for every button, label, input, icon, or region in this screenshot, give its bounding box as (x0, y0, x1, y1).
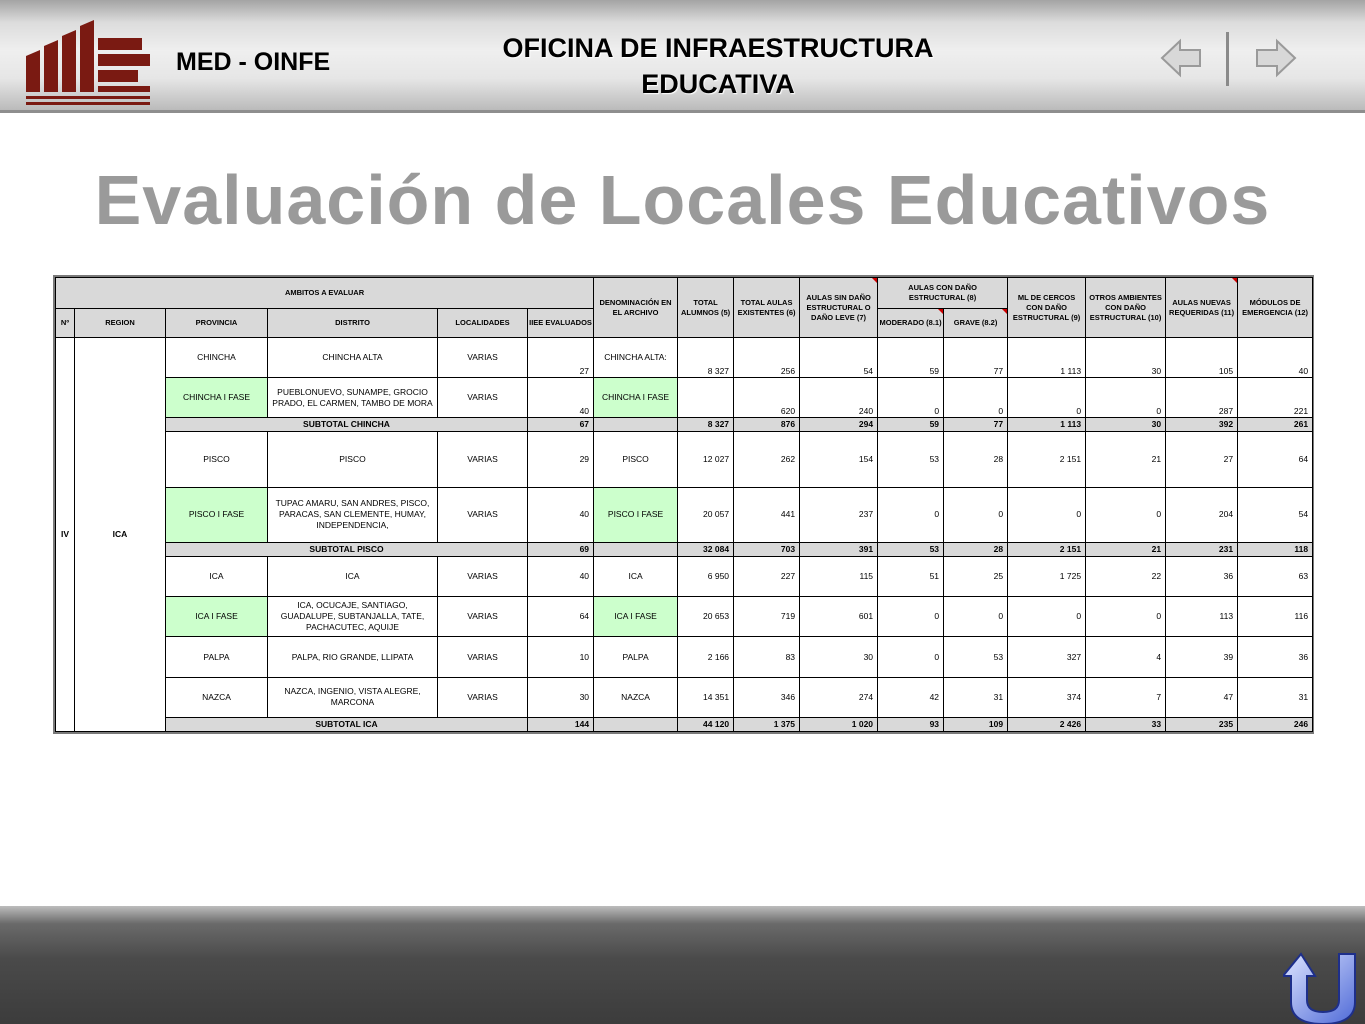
footer-bar (0, 906, 1365, 1024)
cell-region: ICA (75, 338, 166, 732)
cell-distrito: PISCO (268, 432, 438, 487)
cell-distrito: ICA, OCUCAJE, SANTIAGO, GUADALUPE, SUBTANJALLA, TATE, PACHACUTEC, AQUIJE (268, 597, 438, 637)
cell-otros: 21 (1086, 432, 1166, 487)
header-otros-ambientes: OTROS AMBIENTES CON DAÑO ESTRUCTURAL (10) (1086, 278, 1166, 338)
cell-otros: 0 (1086, 378, 1166, 418)
cell-aulas: 256 (734, 338, 800, 378)
table-row (56, 487, 1313, 542)
cell-distrito: CHINCHA ALTA (268, 338, 438, 378)
subtotal-grave: 109 (944, 717, 1008, 731)
subtotal-sin-dano: 391 (800, 543, 878, 557)
cell-provincia: CHINCHA I FASE (166, 378, 268, 418)
cell-iiee: 40 (528, 378, 594, 418)
cell-grave: 28 (944, 432, 1008, 487)
evaluation-table-container (53, 275, 1314, 734)
table-row (56, 557, 1313, 597)
cell-otros: 0 (1086, 597, 1166, 637)
cell-denominacion: ICA I FASE (594, 597, 678, 637)
subtotal-alumnos: 32 084 (678, 543, 734, 557)
cell-modulos: 40 (1238, 338, 1313, 378)
cell-sin-dano: 601 (800, 597, 878, 637)
header-grave: GRAVE (8.2) (944, 309, 1008, 338)
cell-provincia: ICA (166, 557, 268, 597)
cell-sin-dano: 30 (800, 637, 878, 677)
cell-denominacion: PISCO I FASE (594, 487, 678, 542)
subtotal-aulas: 1 375 (734, 717, 800, 731)
subtotal-label: SUBTOTAL CHINCHA (166, 418, 528, 432)
table-row (56, 432, 1313, 487)
cell-aulas: 620 (734, 378, 800, 418)
cell-iiee: 27 (528, 338, 594, 378)
subtotal-ml: 2 151 (1008, 543, 1086, 557)
cell-denominacion: NAZCA (594, 677, 678, 717)
table-row (56, 378, 1313, 418)
cell-aulas: 227 (734, 557, 800, 597)
cell-ml: 0 (1008, 378, 1086, 418)
cell-denominacion: PALPA (594, 637, 678, 677)
cell-localidades: VARIAS (438, 487, 528, 542)
cell-grave: 0 (944, 378, 1008, 418)
header-provincia: PROVINCIA (166, 309, 268, 338)
header-ambitos: AMBITOS A EVALUAR (56, 278, 594, 309)
cell-nuevas: 287 (1166, 378, 1238, 418)
subtotal-aulas: 876 (734, 418, 800, 432)
cell-distrito: TUPAC AMARU, SAN ANDRES, PISCO, PARACAS, SAN CLEMENTE, HUMAY, INDEPENDENCIA, (268, 487, 438, 542)
cell-nuevas: 113 (1166, 597, 1238, 637)
cell-localidades: VARIAS (438, 557, 528, 597)
cell-nuevas: 105 (1166, 338, 1238, 378)
header-moderado: MODERADO (8.1) (878, 309, 944, 338)
subtotal-moderado: 93 (878, 717, 944, 731)
header-localidades: LOCALIDADES (438, 309, 528, 338)
cell-iiee: 30 (528, 677, 594, 717)
cell-denominacion: CHINCHA ALTA: (594, 338, 678, 378)
office-title-line1: OFICINA DE INFRAESTRUCTURA (502, 33, 934, 63)
cell-sin-dano: 115 (800, 557, 878, 597)
subtotal-moderado: 53 (878, 543, 944, 557)
cell-otros: 30 (1086, 338, 1166, 378)
cell-modulos: 36 (1238, 637, 1313, 677)
subtotal-alumnos: 8 327 (678, 418, 734, 432)
subtotal-sin-dano: 294 (800, 418, 878, 432)
subtotal-empty (594, 418, 678, 432)
cell-provincia: CHINCHA (166, 338, 268, 378)
header-modulos: MÓDULOS DE EMERGENCIA (12) (1238, 278, 1313, 338)
cell-localidades: VARIAS (438, 338, 528, 378)
subtotal-empty (594, 717, 678, 731)
cell-localidades: VARIAS (438, 378, 528, 418)
cell-denominacion: ICA (594, 557, 678, 597)
subtotal-ml: 1 113 (1008, 418, 1086, 432)
cell-denominacion: CHINCHA I FASE (594, 378, 678, 418)
subtotal-moderado: 59 (878, 418, 944, 432)
subtotal-modulos: 246 (1238, 717, 1313, 731)
subtotal-empty (594, 543, 678, 557)
subtotal-otros: 21 (1086, 543, 1166, 557)
cell-localidades: VARIAS (438, 597, 528, 637)
cell-alumnos: 6 950 (678, 557, 734, 597)
subtotal-sin-dano: 1 020 (800, 717, 878, 731)
header-ml-cercos: ML DE CERCOS CON DAÑO ESTRUCTURAL (9) (1008, 278, 1086, 338)
cell-alumnos: 20 057 (678, 487, 734, 542)
subtotal-otros: 33 (1086, 717, 1166, 731)
cell-nuevas: 39 (1166, 637, 1238, 677)
subtotal-grave: 28 (944, 543, 1008, 557)
header-total-aulas: TOTAL AULAS EXISTENTES (6) (734, 278, 800, 338)
subtotal-nuevas: 235 (1166, 717, 1238, 731)
cell-aulas: 83 (734, 637, 800, 677)
return-home-icon[interactable] (1283, 950, 1363, 1024)
cell-aulas: 262 (734, 432, 800, 487)
cell-distrito: ICA (268, 557, 438, 597)
cell-distrito: PALPA, RIO GRANDE, LLIPATA (268, 637, 438, 677)
header-iiee: IIEE EVALUADOS (528, 309, 594, 338)
cell-alumnos: 2 166 (678, 637, 734, 677)
cell-nuevas: 36 (1166, 557, 1238, 597)
cell-denominacion: PISCO (594, 432, 678, 487)
cell-otros: 22 (1086, 557, 1166, 597)
subtotal-otros: 30 (1086, 418, 1166, 432)
cell-distrito: NAZCA, INGENIO, VISTA ALEGRE, MARCONA (268, 677, 438, 717)
cell-alumnos: 12 027 (678, 432, 734, 487)
cell-provincia: ICA I FASE (166, 597, 268, 637)
cell-modulos: 64 (1238, 432, 1313, 487)
cell-sin-dano: 240 (800, 378, 878, 418)
office-title (440, 30, 996, 102)
subtotal-modulos: 261 (1238, 418, 1313, 432)
cell-moderado: 53 (878, 432, 944, 487)
cell-grave: 0 (944, 597, 1008, 637)
subtotal-aulas: 703 (734, 543, 800, 557)
cell-iiee: 40 (528, 557, 594, 597)
table-row (56, 637, 1313, 677)
cell-iiee: 10 (528, 637, 594, 677)
subtotal-iiee: 144 (528, 717, 594, 731)
subtotal-nuevas: 231 (1166, 543, 1238, 557)
cell-iiee: 64 (528, 597, 594, 637)
arrow-left-icon[interactable] (1160, 38, 1202, 78)
header-distrito: DISTRITO (268, 309, 438, 338)
subtotal-alumnos: 44 120 (678, 717, 734, 731)
cell-sin-dano: 54 (800, 338, 878, 378)
cell-sin-dano: 274 (800, 677, 878, 717)
cell-sin-dano: 154 (800, 432, 878, 487)
cell-modulos: 54 (1238, 487, 1313, 542)
cell-aulas: 346 (734, 677, 800, 717)
ministry-logo-icon (22, 16, 154, 108)
header-denominacion: DENOMINACIÓN EN EL ARCHIVO (594, 278, 678, 338)
cell-sin-dano: 237 (800, 487, 878, 542)
table-row (56, 677, 1313, 717)
cell-nuevas: 27 (1166, 432, 1238, 487)
table-row (56, 597, 1313, 637)
header-aulas-nuevas: AULAS NUEVAS REQUERIDAS (11) (1166, 278, 1238, 338)
cell-otros: 7 (1086, 677, 1166, 717)
subtotal-row (56, 717, 1313, 731)
cell-otros: 0 (1086, 487, 1166, 542)
header-bar (0, 0, 1365, 112)
cell-distrito: PUEBLONUEVO, SUNAMPE, GROCIO PRADO, EL CARMEN, TAMBO DE MORA (268, 378, 438, 418)
subtotal-nuevas: 392 (1166, 418, 1238, 432)
header-aulas-con-dano: AULAS CON DAÑO ESTRUCTURAL (8) (878, 278, 1008, 309)
cell-ml: 0 (1008, 597, 1086, 637)
cell-modulos: 31 (1238, 677, 1313, 717)
cell-iiee: 40 (528, 487, 594, 542)
cell-modulos: 116 (1238, 597, 1313, 637)
cell-moderado: 51 (878, 557, 944, 597)
cell-moderado: 0 (878, 487, 944, 542)
subtotal-label: SUBTOTAL PISCO (166, 543, 528, 557)
cell-iiee: 29 (528, 432, 594, 487)
cell-aulas: 441 (734, 487, 800, 542)
cell-nuevas: 47 (1166, 677, 1238, 717)
header-aulas-sin-dano: AULAS SIN DAÑO ESTRUCTURAL O DAÑO LEVE (7) (800, 278, 878, 338)
cell-grave: 31 (944, 677, 1008, 717)
cell-alumnos: 8 327 (678, 338, 734, 378)
cell-ml: 0 (1008, 487, 1086, 542)
nav-divider (1226, 32, 1229, 86)
header-total-alumnos: TOTAL ALUMNOS (5) (678, 278, 734, 338)
cell-provincia: NAZCA (166, 677, 268, 717)
cell-ml: 327 (1008, 637, 1086, 677)
cell-moderado: 0 (878, 597, 944, 637)
org-short-name: MED - OINFE (176, 48, 331, 76)
cell-provincia: PALPA (166, 637, 268, 677)
evaluation-table (55, 277, 1313, 732)
office-title-line2: EDUCATIVA (641, 69, 795, 99)
cell-localidades: VARIAS (438, 637, 528, 677)
cell-moderado: 0 (878, 637, 944, 677)
cell-moderado: 0 (878, 378, 944, 418)
header-no: Nº (56, 309, 75, 338)
cell-ml: 1 113 (1008, 338, 1086, 378)
cell-modulos: 63 (1238, 557, 1313, 597)
subtotal-modulos: 118 (1238, 543, 1313, 557)
cell-nuevas: 204 (1166, 487, 1238, 542)
page-title: Evaluación de Locales Educativos (94, 161, 1271, 239)
subtotal-label: SUBTOTAL ICA (166, 717, 528, 731)
subtotal-row (56, 543, 1313, 557)
cell-ml: 1 725 (1008, 557, 1086, 597)
cell-localidades: VARIAS (438, 677, 528, 717)
cell-alumnos: 20 653 (678, 597, 734, 637)
cell-grave: 0 (944, 487, 1008, 542)
cell-moderado: 59 (878, 338, 944, 378)
cell-no: IV (56, 338, 75, 732)
table-row (56, 338, 1313, 378)
cell-aulas: 719 (734, 597, 800, 637)
cell-provincia: PISCO I FASE (166, 487, 268, 542)
subtotal-row (56, 418, 1313, 432)
cell-localidades: VARIAS (438, 432, 528, 487)
cell-grave: 53 (944, 637, 1008, 677)
cell-modulos: 221 (1238, 378, 1313, 418)
cell-otros: 4 (1086, 637, 1166, 677)
header-region: REGION (75, 309, 166, 338)
arrow-right-icon[interactable] (1255, 38, 1297, 78)
cell-grave: 25 (944, 557, 1008, 597)
cell-provincia: PISCO (166, 432, 268, 487)
header-divider (0, 110, 1365, 113)
cell-ml: 374 (1008, 677, 1086, 717)
cell-grave: 77 (944, 338, 1008, 378)
cell-ml: 2 151 (1008, 432, 1086, 487)
subtotal-iiee: 69 (528, 543, 594, 557)
subtotal-iiee: 67 (528, 418, 594, 432)
subtotal-grave: 77 (944, 418, 1008, 432)
cell-alumnos (678, 378, 734, 418)
subtotal-ml: 2 426 (1008, 717, 1086, 731)
cell-alumnos: 14 351 (678, 677, 734, 717)
cell-moderado: 42 (878, 677, 944, 717)
